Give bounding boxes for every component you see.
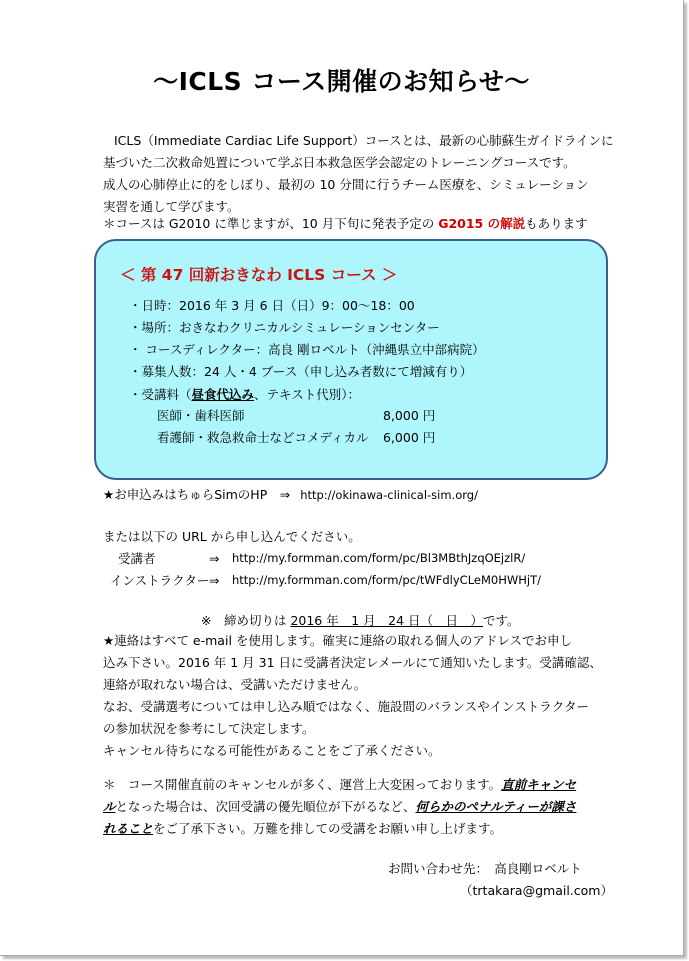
- fee-doctor-label: 医師・歯科医師: [157, 408, 245, 423]
- apply-hp: [103, 484, 478, 506]
- fee-comedical-label: 看護師・救急救命士などコメディカル: [157, 430, 369, 445]
- contact-line-4: なお、受講選考については申し込み順ではなく、施設間のバランスやインストラクター: [103, 699, 590, 714]
- course-director: ・ コースディレクター：高良 剛ロベルト（沖縄県立中部病院）: [129, 342, 485, 357]
- deadline: [201, 610, 520, 632]
- course-title: ＜ 第 47 回新おきなわ ICLS コース ＞: [120, 266, 398, 284]
- deadline-post: です。: [483, 613, 520, 628]
- fee-post: 、テキスト代別）：: [254, 387, 361, 402]
- instructor-link[interactable]: http://my.formman.com/form/pc/tWFdlyCLeM0HWHjT/: [232, 573, 541, 587]
- cancel-line-3: [103, 818, 502, 840]
- cancel-line-2-mid: となった場合は、次回受講の優先順位が下がるなど、: [115, 799, 416, 814]
- intro-line-4: 実習を通して学びます。: [103, 199, 240, 214]
- page-title: 〜ICLS コース開催のお知らせ〜: [153, 67, 530, 96]
- fee-pre: ・受講料（: [129, 387, 192, 402]
- contact-line-6: キャンセル待ちになる可能性があることをご了承ください。: [103, 743, 441, 758]
- instructor-arrow: ⇒: [209, 573, 220, 588]
- intro-note-pre: ＊コースは G2010 に準じますが、10 月下旬に発表予定の: [103, 216, 439, 231]
- student-label: 受講者: [118, 551, 156, 566]
- course-fee: [129, 384, 360, 406]
- student-link[interactable]: http://my.formman.com/form/pc/Bl3MBthJzqOEjzlR/: [232, 551, 526, 565]
- cancel-line-3-em: れること: [103, 821, 154, 836]
- contact-line-3: 連絡が取れない場合は、受講いただけません。: [103, 677, 367, 692]
- apply-or-text: または以下の URL から申し込んでください。: [103, 529, 361, 544]
- inquiry-label: お問い合わせ先： 高良剛ロベルト: [388, 861, 582, 876]
- deadline-pre: ※ 締め切りは: [201, 613, 291, 628]
- apply-hp-link[interactable]: http://okinawa-clinical-sim.org/: [300, 488, 478, 502]
- cancel-line-1-em: 直前キャンセ: [501, 777, 577, 792]
- intro-note-post: もあります: [525, 216, 588, 231]
- intro-line-2: 基づいた二次救命処置について学ぶ日本救急医学会認定のトレーニングコースです。: [103, 155, 576, 170]
- apply-hp-text: ★お申込みはちゅらSimのHP ⇒: [103, 487, 291, 502]
- cancel-line-3-post: をご了承下さい。万難を排しての受講をお願い申し上げます。: [153, 821, 503, 836]
- course-place: ・場所：おきなわクリニカルシミュレーションセンター: [129, 320, 440, 335]
- intro-line-3: 成人の心肺停止に的をしぼり、最初の 10 分間に行うチーム医療を、シミュレーション: [103, 177, 589, 192]
- contact-line-5: の参加状況を参考にして決定します。: [103, 721, 315, 736]
- intro-note-highlight: G2015 の解説: [438, 216, 526, 231]
- cancel-line-1: [103, 774, 576, 796]
- student-arrow: ⇒: [209, 551, 220, 566]
- cancel-line-2-em2: 何らかのペナルティーが課さ: [415, 799, 577, 814]
- deadline-date: 2016 年 1 月 24 日（ 日 ）: [290, 613, 484, 628]
- cancel-line-2-em: ル: [103, 799, 116, 814]
- course-recruit: ・募集人数：24 人・4 ブース（申し込み者数にて増減有り）: [129, 364, 473, 379]
- cancel-line-1-pre: ＊ コース開催直前のキャンセルが多く、運営上大変困っております。: [103, 777, 502, 792]
- inquiry-email[interactable]: （trtakara@gmail.com）: [460, 883, 613, 898]
- fee-lunch-included: 昼食代込み: [191, 387, 255, 402]
- cancel-line-2: [103, 796, 576, 818]
- intro-line-1: ICLS（Immediate Cardiac Life Support）コースとは、最新の心肺蘇生ガイドラインに: [114, 133, 614, 148]
- intro-note: [103, 213, 588, 235]
- course-info-box: [94, 239, 608, 480]
- course-date: ・日時：2016 年 3 月 6 日（日）9：00〜18：00: [129, 298, 415, 313]
- contact-line-2: 込み下さい。2016 年 1 月 31 日に受講者決定レメールにて通知いたします。受講確認、: [103, 655, 602, 670]
- instructor-label: インストラクター: [110, 573, 210, 588]
- fee-doctor-price: 8,000 円: [383, 408, 436, 423]
- fee-comedical-price: 6,000 円: [383, 430, 436, 445]
- contact-line-1: ★連絡はすべて e-mail を使用します。確実に連絡の取れる個人のアドレスでお申し: [103, 633, 573, 648]
